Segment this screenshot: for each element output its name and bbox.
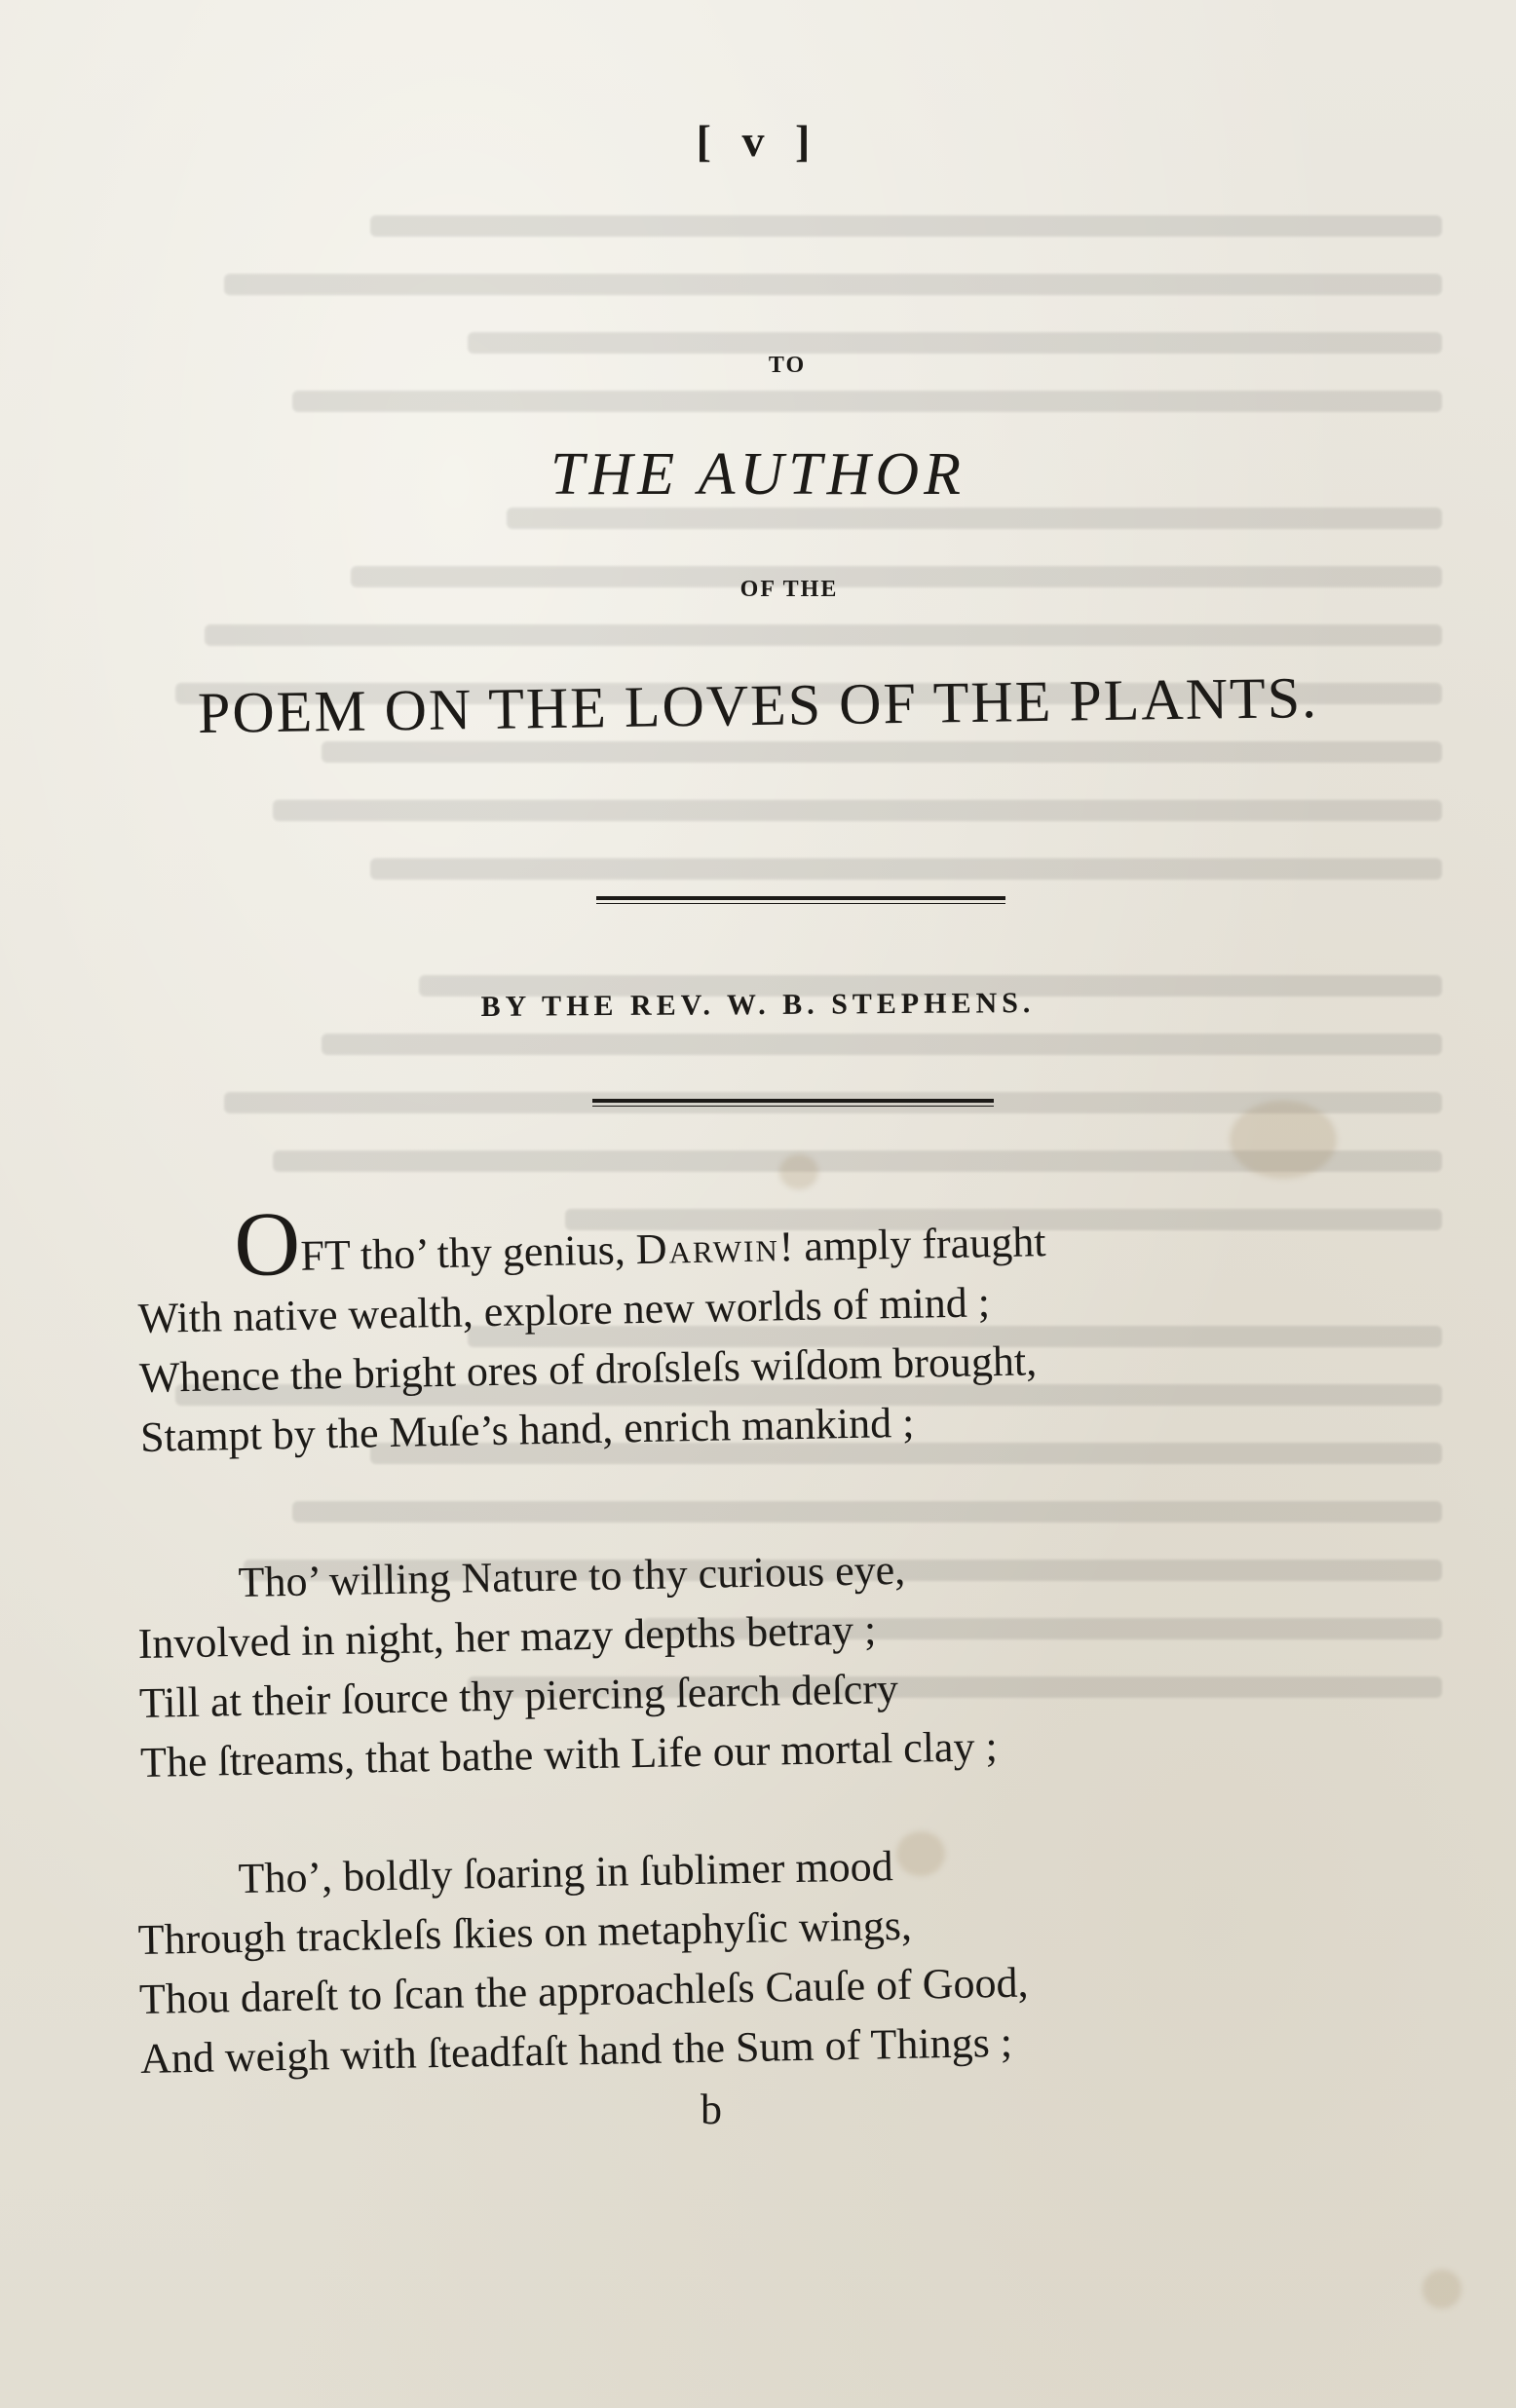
divider-rule-top <box>596 896 1005 900</box>
dedication-to-text: TO <box>768 353 807 378</box>
poem-line-text: tho’ thy genius, <box>349 1225 637 1279</box>
foxing-spot <box>1230 1101 1337 1179</box>
divider-rule-bottom <box>592 1099 994 1103</box>
poem-line: And weigh with ſteadfaſt hand the Sum of Things ; <box>139 2017 1013 2083</box>
author-byline: BY THE REV. W. B. STEPHENS. <box>480 987 1036 1023</box>
drop-cap: O <box>233 1192 302 1297</box>
poem-line: With native wealth, explore new worlds of mind ; <box>137 1278 991 1342</box>
poem-stanza-2 <box>136 1530 1407 1792</box>
dedication-title: THE AUTHOR <box>550 441 966 508</box>
poem-line: Thou dareſt to ſcan the approachleſs Cauſe of Good, <box>138 1958 1029 2023</box>
poem-line: The ſtreams, that bathe with Life our mortal clay ; <box>139 1722 999 1787</box>
poem-line-text: ! amply fraught <box>778 1218 1046 1271</box>
foxing-spot <box>779 1154 818 1189</box>
poem-line: Tho’ willing Nature to thy curious eye, <box>238 1545 906 1606</box>
poem-line: Involved in night, her mazy depths betray ; <box>137 1605 877 1668</box>
drop-cap-rest: FT <box>299 1230 351 1280</box>
poem-line: Till at their ſource thy piercing ſearch deſcry <box>138 1665 899 1727</box>
poem-line: Whence the bright ores of droſsleſs wiſdom brought, <box>138 1336 1038 1402</box>
poem-line: Through trackleſs ſkies on metaphyſic wings, <box>137 1900 913 1964</box>
dedication-of-the-text: OF THE <box>739 577 839 602</box>
poem-line: Stampt by the Muſe’s hand, enrich mankind ; <box>139 1398 915 1461</box>
poem-title: POEM ON THE LOVES OF THE PLANTS. <box>197 664 1319 746</box>
poem-line: Tho’, boldly ſoaring in ſublimer mood <box>238 1842 894 1902</box>
poet-name: Darwin <box>635 1223 780 1274</box>
page-folio: [ v ] <box>696 116 820 166</box>
foxing-spot <box>1422 2270 1461 2309</box>
poem-stanza-1 <box>136 1192 1407 1467</box>
poem-stanza-3 <box>136 1826 1407 2088</box>
signature-mark-text: b <box>701 2086 722 2133</box>
